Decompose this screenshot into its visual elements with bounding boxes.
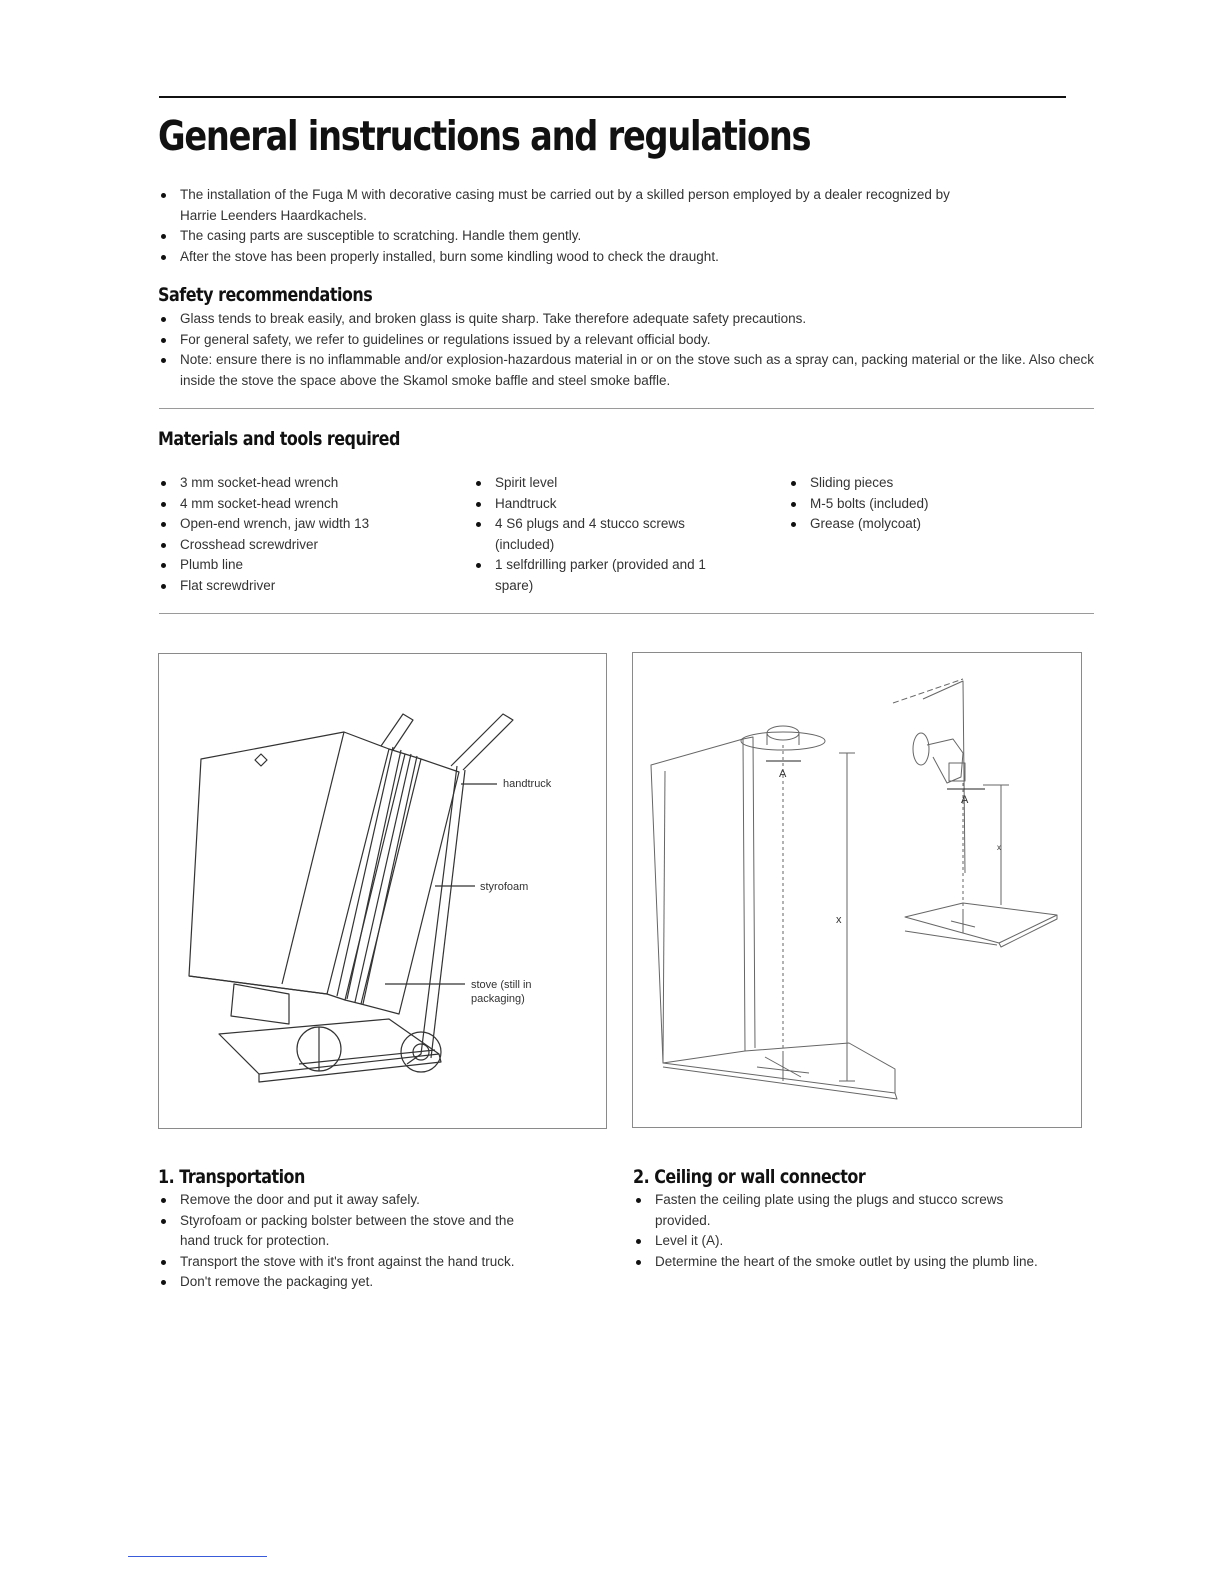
section2-heading: 2. Ceiling or wall connector bbox=[633, 1166, 866, 1188]
list-item: Don't remove the packaging yet. bbox=[159, 1272, 544, 1293]
divider bbox=[159, 408, 1094, 409]
safety-section bbox=[159, 309, 1094, 391]
section2-heading-wrap bbox=[633, 1166, 909, 1188]
list-item: Open-end wrench, jaw width 13 bbox=[159, 514, 449, 535]
list-item: The casing parts are susceptible to scratching. Handle them gently. bbox=[159, 226, 989, 247]
figure-connector bbox=[632, 652, 1082, 1128]
intro-list bbox=[159, 185, 989, 267]
divider bbox=[159, 613, 1094, 614]
list-item: Plumb line bbox=[159, 555, 449, 576]
list-item: Handtruck bbox=[474, 494, 719, 515]
section2-list bbox=[634, 1190, 1074, 1272]
callout-handtruck: handtruck bbox=[503, 778, 552, 790]
label-a-2: A bbox=[961, 794, 969, 806]
callout-stove-2: packaging) bbox=[471, 993, 525, 1005]
top-rule bbox=[159, 96, 1066, 98]
list-item: Grease (molycoat) bbox=[789, 514, 1069, 535]
section1-heading-wrap bbox=[158, 1166, 333, 1188]
list-item: The installation of the Fuga M with decorative casing must be carried out by a skilled person employed by a dealer recognized by Harrie Leenders Haardkachels. bbox=[159, 185, 989, 226]
list-item: Determine the heart of the smoke outlet by using the plumb line. bbox=[634, 1252, 1074, 1273]
callout-styrofoam: styrofoam bbox=[480, 881, 529, 893]
safety-heading: Safety recommendations bbox=[158, 284, 373, 306]
materials-col-1 bbox=[159, 473, 449, 597]
section2-list-wrap bbox=[634, 1190, 1074, 1272]
materials-col-3 bbox=[789, 473, 1069, 535]
materials-heading-wrap bbox=[158, 428, 446, 450]
label-x-2: x bbox=[997, 843, 1001, 852]
connector-illustration bbox=[633, 653, 1081, 1127]
list-item: Note: ensure there is no inflammable and/or explosion-hazardous material in or on the stove such as a spray can, packing material or the like. Also check inside the stove the space above the Skamol smoke baffle and steel smoke baffle. bbox=[159, 350, 1094, 391]
list-item: Styrofoam or packing bolster between the stove and the hand truck for protection. bbox=[159, 1211, 544, 1252]
list-item: Glass tends to break easily, and broken glass is quite sharp. Take therefore adequate safety precautions. bbox=[159, 309, 1094, 330]
list-item: Fasten the ceiling plate using the plugs and stucco screws provided. bbox=[634, 1190, 1035, 1231]
list-item: Spirit level bbox=[474, 473, 719, 494]
materials-col-2 bbox=[474, 473, 719, 597]
bottom-link-underline[interactable] bbox=[128, 1556, 267, 1557]
list-item: 3 mm socket-head wrench bbox=[159, 473, 449, 494]
list-item: Remove the door and put it away safely. bbox=[159, 1190, 544, 1211]
handtruck-illustration bbox=[159, 654, 606, 1128]
list-item: Level it (A). bbox=[634, 1231, 1074, 1252]
figure-handtruck bbox=[158, 653, 607, 1129]
callout-stove-1: stove (still in bbox=[471, 979, 532, 991]
page-title: General instructions and regulations bbox=[158, 112, 811, 160]
materials-heading: Materials and tools required bbox=[158, 428, 400, 450]
list-item: 4 mm socket-head wrench bbox=[159, 494, 449, 515]
list-item: M-5 bolts (included) bbox=[789, 494, 1069, 515]
list-item: Flat screwdriver bbox=[159, 576, 449, 597]
label-x-1: x bbox=[836, 914, 842, 926]
list-item: 4 S6 plugs and 4 stucco screws (included) bbox=[474, 514, 719, 555]
list-item: Transport the stove with it's front against the hand truck. bbox=[159, 1252, 544, 1273]
list-item: 1 selfdrilling parker (provided and 1 spare) bbox=[474, 555, 719, 596]
safety-heading-wrap bbox=[158, 284, 413, 306]
section1-heading: 1. Transportation bbox=[158, 1166, 305, 1188]
section1-list bbox=[159, 1190, 544, 1293]
list-item: Crosshead screwdriver bbox=[159, 535, 449, 556]
safety-list bbox=[159, 309, 1094, 391]
section1-list-wrap bbox=[159, 1190, 544, 1293]
list-item: For general safety, we refer to guidelines or regulations issued by a relevant official body. bbox=[159, 330, 1094, 351]
label-a-1: A bbox=[779, 768, 787, 780]
list-item: After the stove has been properly installed, burn some kindling wood to check the draught. bbox=[159, 247, 989, 268]
intro-section bbox=[159, 185, 989, 267]
list-item: Sliding pieces bbox=[789, 473, 1069, 494]
